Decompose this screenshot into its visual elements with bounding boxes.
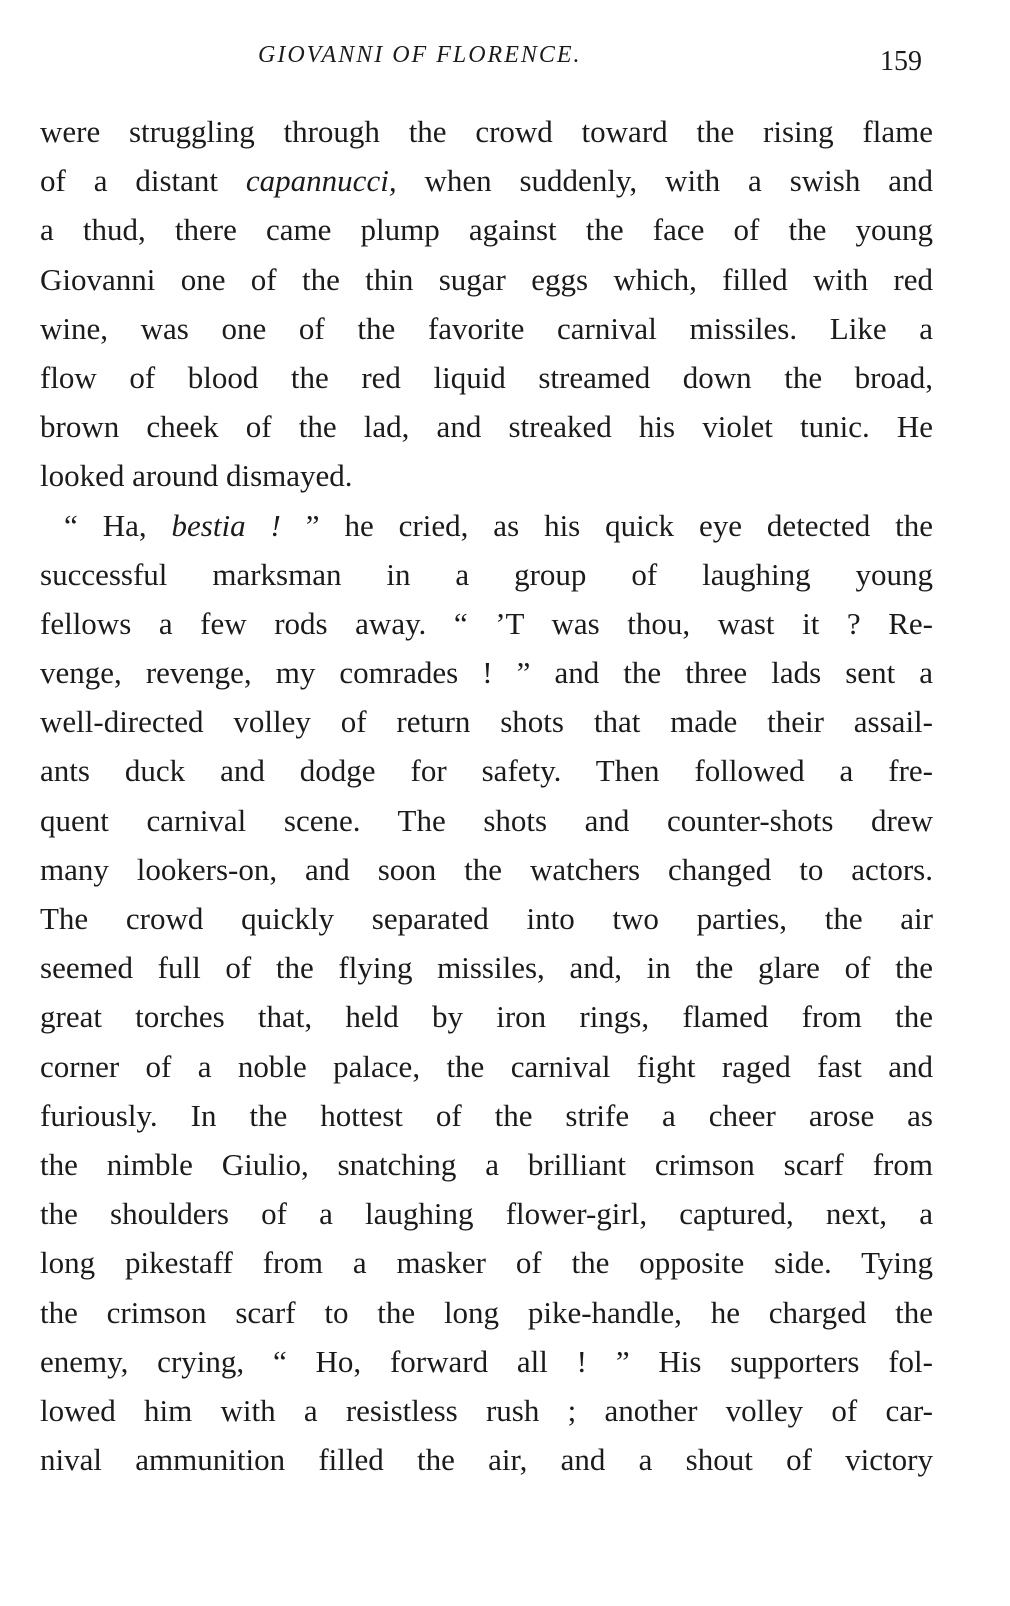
text-line: furiously. In the hottest of the strife a cheer arose as [40, 1097, 933, 1133]
text-line: lowed him with a resistless rush ; another volley of car- [40, 1392, 933, 1428]
text-line: Giovanni one of the thin sugar eggs which, filled with red [40, 261, 933, 297]
text-line: were struggling through the crowd toward the rising flame [40, 114, 933, 149]
body-text [40, 107, 933, 1484]
italic-term: bestia ! [171, 507, 281, 543]
text-line: brown cheek of the lad, and streaked his violet tunic. He [40, 409, 933, 445]
text-line: flow of blood the red liquid streamed down the broad, [40, 359, 933, 395]
text-line: looked around dismayed. [40, 458, 353, 494]
text-line: corner of a noble palace, the carnival fight raged fast and [40, 1048, 933, 1084]
text-line: of a distant capannucci, when suddenly, with a swish and [40, 163, 933, 199]
text-line: fellows a few rods away. “ ’T was thou, wast it ? Re- [40, 605, 933, 641]
text-line: nival ammunition filled the air, and a shout of victory [40, 1442, 933, 1478]
running-title: GIOVANNI OF FLORENCE. [258, 42, 582, 68]
text-line: seemed full of the flying missiles, and, in the glare of the [40, 950, 933, 986]
text-line: great torches that, held by iron rings, flamed from the [40, 999, 933, 1035]
text-line: The crowd quickly separated into two parties, the air [40, 901, 933, 936]
text-line: wine, was one of the favorite carnival missiles. Like a [40, 310, 933, 346]
text-line: venge, revenge, my comrades ! ” and the three lads sent a [40, 655, 933, 691]
text-line: the shoulders of a laughing flower-girl, captured, next, a [40, 1196, 933, 1232]
text-line: many lookers-on, and soon the watchers changed to actors. [40, 851, 933, 887]
text-line: enemy, crying, “ Ho, forward all ! ” His supporters fol- [40, 1343, 933, 1379]
italic-term: capannucci, [245, 163, 397, 199]
running-head [0, 42, 1010, 82]
text-line: long pikestaff from a masker of the opposite side. Tying [40, 1245, 933, 1281]
text-line: the crimson scarf to the long pike-handle, he charged the [40, 1294, 933, 1330]
text-line: quent carnival scene. The shots and counter-shots drew [40, 802, 933, 838]
text-line: a thud, there came plump against the face of the young [40, 212, 933, 248]
text-line: successful marksman in a group of laughing young [40, 556, 933, 592]
page-number: 159 [880, 46, 922, 77]
text-line: the nimble Giulio, snatching a brilliant crimson scarf from [40, 1146, 933, 1182]
text-line: “ Ha, bestia ! ” he cried, as his quick eye detected the [64, 507, 934, 543]
text-line: ants duck and dodge for safety. Then followed a fre- [40, 753, 933, 789]
text-line: well-directed volley of return shots that made their assail- [40, 704, 933, 740]
